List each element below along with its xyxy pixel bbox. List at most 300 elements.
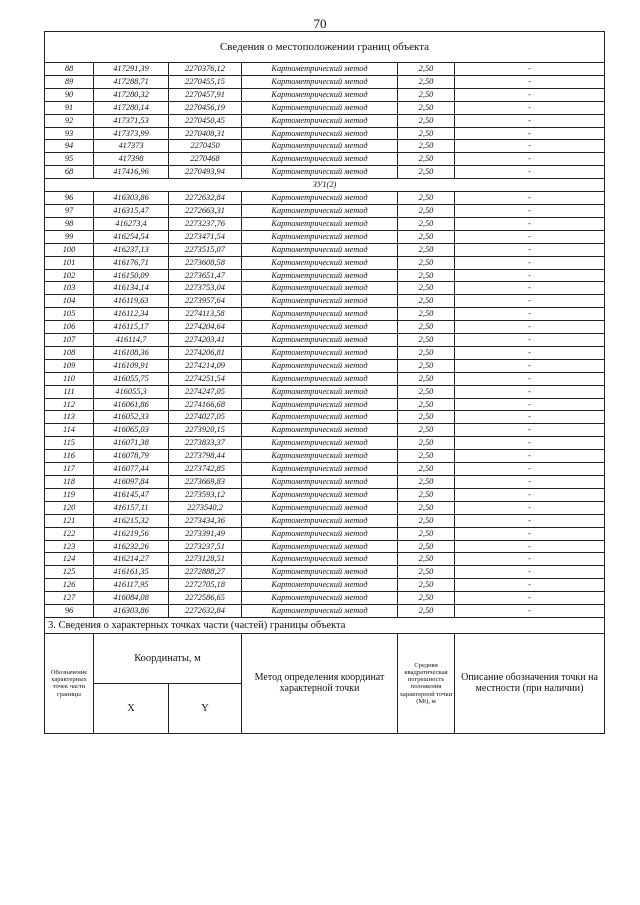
point-number: 117 <box>45 463 94 476</box>
table-row <box>45 346 605 359</box>
accuracy: 2,50 <box>398 269 455 282</box>
method: Картометрический метод <box>242 217 398 230</box>
coord-y: 2273128,51 <box>169 553 242 566</box>
description: - <box>455 192 605 205</box>
header-accuracy: Средняя квадратическая погрешность положения характерной точки (Mt), м <box>398 633 455 733</box>
point-number: 122 <box>45 527 94 540</box>
coord-y: 2274027,05 <box>169 411 242 424</box>
description: - <box>455 372 605 385</box>
description: - <box>455 385 605 398</box>
point-number: 91 <box>45 101 94 114</box>
accuracy: 2,50 <box>398 372 455 385</box>
method: Картометрический метод <box>242 579 398 592</box>
method: Картометрический метод <box>242 385 398 398</box>
description: - <box>455 140 605 153</box>
coord-x: 416112,34 <box>94 308 169 321</box>
coord-y: 2270450 <box>169 140 242 153</box>
accuracy: 2,50 <box>398 540 455 553</box>
description: - <box>455 230 605 243</box>
method: Картометрический метод <box>242 514 398 527</box>
accuracy: 2,50 <box>398 437 455 450</box>
header-point-designation: Обозначение характерных точек части границы <box>45 633 94 733</box>
coord-y: 2270455,15 <box>169 75 242 88</box>
accuracy: 2,50 <box>398 217 455 230</box>
method: Картометрический метод <box>242 88 398 101</box>
description: - <box>455 166 605 179</box>
coord-x: 416214,27 <box>94 553 169 566</box>
table-row <box>45 75 605 88</box>
coord-x: 417280,14 <box>94 101 169 114</box>
table-row <box>45 476 605 489</box>
table-row <box>45 114 605 127</box>
table-row <box>45 488 605 501</box>
table-row <box>45 450 605 463</box>
coord-y: 2270376,12 <box>169 63 242 76</box>
table-row <box>45 579 605 592</box>
description: - <box>455 295 605 308</box>
method: Картометрический метод <box>242 398 398 411</box>
description: - <box>455 101 605 114</box>
table-row <box>45 527 605 540</box>
description: - <box>455 243 605 256</box>
header-row <box>45 633 605 683</box>
coord-y: 2273608,58 <box>169 256 242 269</box>
coord-y: 2273920,15 <box>169 424 242 437</box>
table-row <box>45 192 605 205</box>
coord-y: 2270457,91 <box>169 88 242 101</box>
point-number: 100 <box>45 243 94 256</box>
boundary-table <box>44 31 605 734</box>
accuracy: 2,50 <box>398 359 455 372</box>
coord-x: 416254,54 <box>94 230 169 243</box>
coord-x: 416145,47 <box>94 488 169 501</box>
method: Картометрический метод <box>242 463 398 476</box>
description: - <box>455 553 605 566</box>
description: - <box>455 153 605 166</box>
table-row <box>45 398 605 411</box>
table-row <box>45 282 605 295</box>
accuracy: 2,50 <box>398 63 455 76</box>
header-method: Метод определения координат характерной точки <box>242 633 398 733</box>
method: Картометрический метод <box>242 488 398 501</box>
coord-y: 2270493,94 <box>169 166 242 179</box>
point-number: 68 <box>45 166 94 179</box>
page-number: 70 <box>313 16 327 31</box>
method: Картометрический метод <box>242 308 398 321</box>
coord-x: 416237,13 <box>94 243 169 256</box>
method: Картометрический метод <box>242 476 398 489</box>
point-number: 127 <box>45 592 94 605</box>
point-number: 106 <box>45 321 94 334</box>
accuracy: 2,50 <box>398 476 455 489</box>
description: - <box>455 488 605 501</box>
coord-x: 416071,38 <box>94 437 169 450</box>
point-number: 97 <box>45 204 94 217</box>
accuracy: 2,50 <box>398 424 455 437</box>
table-row <box>45 269 605 282</box>
coord-x: 416176,71 <box>94 256 169 269</box>
point-number: 96 <box>45 605 94 618</box>
coord-x: 416114,7 <box>94 334 169 347</box>
description: - <box>455 540 605 553</box>
accuracy: 2,50 <box>398 592 455 605</box>
description: - <box>455 450 605 463</box>
coord-y: 2273753,04 <box>169 282 242 295</box>
coord-x: 416157,11 <box>94 501 169 514</box>
table-row <box>45 63 605 76</box>
point-number: 113 <box>45 411 94 424</box>
coord-x: 416055,3 <box>94 385 169 398</box>
table-row <box>45 308 605 321</box>
coord-y: 2273515,07 <box>169 243 242 256</box>
description: - <box>455 398 605 411</box>
description: - <box>455 592 605 605</box>
table-row <box>45 566 605 579</box>
header-y: Y <box>169 683 242 733</box>
coord-x: 416109,91 <box>94 359 169 372</box>
accuracy: 2,50 <box>398 398 455 411</box>
coord-x: 417288,71 <box>94 75 169 88</box>
description: - <box>455 411 605 424</box>
point-number: 119 <box>45 488 94 501</box>
coord-y: 2273593,12 <box>169 488 242 501</box>
accuracy: 2,50 <box>398 282 455 295</box>
coord-y: 2272888,27 <box>169 566 242 579</box>
coord-y: 2272663,31 <box>169 204 242 217</box>
method: Картометрический метод <box>242 295 398 308</box>
accuracy: 2,50 <box>398 101 455 114</box>
accuracy: 2,50 <box>398 501 455 514</box>
table-row <box>45 463 605 476</box>
description: - <box>455 88 605 101</box>
coord-y: 2273669,83 <box>169 476 242 489</box>
point-number: 93 <box>45 127 94 140</box>
coord-x: 416078,79 <box>94 450 169 463</box>
coord-x: 416303,86 <box>94 605 169 618</box>
coord-y: 2273742,85 <box>169 463 242 476</box>
accuracy: 2,50 <box>398 88 455 101</box>
coord-x: 417373,99 <box>94 127 169 140</box>
table-row <box>45 540 605 553</box>
description: - <box>455 334 605 347</box>
accuracy: 2,50 <box>398 204 455 217</box>
coord-x: 416315,47 <box>94 204 169 217</box>
method: Картометрический метод <box>242 153 398 166</box>
coord-y: 2274166,68 <box>169 398 242 411</box>
coord-y: 2273651,47 <box>169 269 242 282</box>
point-number: 89 <box>45 75 94 88</box>
table-row <box>45 411 605 424</box>
table-row <box>45 321 605 334</box>
point-number: 92 <box>45 114 94 127</box>
table-row <box>45 88 605 101</box>
coord-y: 2272705,18 <box>169 579 242 592</box>
point-number: 111 <box>45 385 94 398</box>
accuracy: 2,50 <box>398 243 455 256</box>
point-number: 103 <box>45 282 94 295</box>
point-number: 94 <box>45 140 94 153</box>
point-number: 96 <box>45 192 94 205</box>
table-row <box>45 359 605 372</box>
point-number: 120 <box>45 501 94 514</box>
accuracy: 2,50 <box>398 411 455 424</box>
description: - <box>455 437 605 450</box>
accuracy: 2,50 <box>398 127 455 140</box>
header-coordinates: Координаты, м <box>94 633 242 683</box>
table-row <box>45 385 605 398</box>
accuracy: 2,50 <box>398 256 455 269</box>
table-row <box>45 424 605 437</box>
description: - <box>455 321 605 334</box>
point-number: 121 <box>45 514 94 527</box>
coord-y: 2274204,64 <box>169 321 242 334</box>
coord-x: 416052,33 <box>94 411 169 424</box>
coord-x: 416108,36 <box>94 346 169 359</box>
coord-y: 2274214,09 <box>169 359 242 372</box>
method: Картометрический метод <box>242 166 398 179</box>
point-number: 123 <box>45 540 94 553</box>
point-number: 125 <box>45 566 94 579</box>
header-description: Описание обозначения точки на местности (при наличии) <box>455 633 605 733</box>
point-number: 114 <box>45 424 94 437</box>
description: - <box>455 527 605 540</box>
description: - <box>455 127 605 140</box>
table-row <box>45 437 605 450</box>
description: - <box>455 75 605 88</box>
accuracy: 2,50 <box>398 230 455 243</box>
description: - <box>455 269 605 282</box>
coord-y: 2274247,05 <box>169 385 242 398</box>
point-number: 116 <box>45 450 94 463</box>
point-number: 108 <box>45 346 94 359</box>
table-row <box>45 256 605 269</box>
table-row <box>45 243 605 256</box>
table-row <box>45 101 605 114</box>
coord-x: 416303,86 <box>94 192 169 205</box>
table-row <box>45 334 605 347</box>
description: - <box>455 463 605 476</box>
coord-y: 2270408,31 <box>169 127 242 140</box>
description: - <box>455 476 605 489</box>
accuracy: 2,50 <box>398 566 455 579</box>
method: Картометрический метод <box>242 411 398 424</box>
accuracy: 2,50 <box>398 334 455 347</box>
method: Картометрический метод <box>242 334 398 347</box>
table-row <box>45 372 605 385</box>
method: Картометрический метод <box>242 269 398 282</box>
method: Картометрический метод <box>242 592 398 605</box>
point-number: 90 <box>45 88 94 101</box>
method: Картометрический метод <box>242 359 398 372</box>
coord-x: 416065,03 <box>94 424 169 437</box>
point-number: 88 <box>45 63 94 76</box>
method: Картометрический метод <box>242 230 398 243</box>
coord-x: 417416,96 <box>94 166 169 179</box>
coord-x: 417371,53 <box>94 114 169 127</box>
method: Картометрический метод <box>242 540 398 553</box>
coord-y: 2272586,65 <box>169 592 242 605</box>
coord-x: 416232,26 <box>94 540 169 553</box>
point-number: 126 <box>45 579 94 592</box>
table-row <box>45 501 605 514</box>
accuracy: 2,50 <box>398 295 455 308</box>
coord-y: 2274113,58 <box>169 308 242 321</box>
table-row <box>45 592 605 605</box>
method: Картометрический метод <box>242 553 398 566</box>
description: - <box>455 579 605 592</box>
method: Картометрический метод <box>242 321 398 334</box>
description: - <box>455 514 605 527</box>
point-number: 112 <box>45 398 94 411</box>
accuracy: 2,50 <box>398 308 455 321</box>
method: Картометрический метод <box>242 501 398 514</box>
coord-x: 417291,39 <box>94 63 169 76</box>
coord-y: 2273391,49 <box>169 527 242 540</box>
accuracy: 2,50 <box>398 114 455 127</box>
point-number: 115 <box>45 437 94 450</box>
table-row <box>45 230 605 243</box>
table-row <box>45 295 605 308</box>
description: - <box>455 114 605 127</box>
coord-y: 2273434,36 <box>169 514 242 527</box>
coord-y: 2273540,2 <box>169 501 242 514</box>
point-number: 98 <box>45 217 94 230</box>
coord-x: 416084,08 <box>94 592 169 605</box>
coord-x: 416134,14 <box>94 282 169 295</box>
method: Картометрический метод <box>242 192 398 205</box>
coord-y: 2274251,54 <box>169 372 242 385</box>
accuracy: 2,50 <box>398 450 455 463</box>
method: Картометрический метод <box>242 63 398 76</box>
method: Картометрический метод <box>242 346 398 359</box>
table-row <box>45 204 605 217</box>
coord-x: 416119,63 <box>94 295 169 308</box>
point-number: 107 <box>45 334 94 347</box>
accuracy: 2,50 <box>398 192 455 205</box>
coord-y: 2272632,84 <box>169 605 242 618</box>
section3-row <box>45 617 605 633</box>
point-number: 102 <box>45 269 94 282</box>
coord-x: 417373 <box>94 140 169 153</box>
coord-x: 416097,84 <box>94 476 169 489</box>
coord-y: 2270456,19 <box>169 101 242 114</box>
accuracy: 2,50 <box>398 385 455 398</box>
coord-x: 416273,4 <box>94 217 169 230</box>
method: Картометрический метод <box>242 243 398 256</box>
point-number: 95 <box>45 153 94 166</box>
description: - <box>455 63 605 76</box>
coord-y: 2273237,51 <box>169 540 242 553</box>
point-number: 118 <box>45 476 94 489</box>
coord-x: 416219,56 <box>94 527 169 540</box>
accuracy: 2,50 <box>398 463 455 476</box>
coord-x: 416215,32 <box>94 514 169 527</box>
method: Картометрический метод <box>242 75 398 88</box>
coord-x: 416061,86 <box>94 398 169 411</box>
table-title-row <box>45 32 605 63</box>
coord-y: 2273833,37 <box>169 437 242 450</box>
coord-x: 416077,44 <box>94 463 169 476</box>
coord-y: 2274203,41 <box>169 334 242 347</box>
point-number: 110 <box>45 372 94 385</box>
point-number: 104 <box>45 295 94 308</box>
method: Картометрический метод <box>242 605 398 618</box>
accuracy: 2,50 <box>398 140 455 153</box>
accuracy: 2,50 <box>398 75 455 88</box>
table-row <box>45 217 605 230</box>
section-row <box>45 179 605 192</box>
coord-y: 2274206,81 <box>169 346 242 359</box>
point-number: 124 <box>45 553 94 566</box>
coord-y: 2273798,44 <box>169 450 242 463</box>
table-row <box>45 140 605 153</box>
table-row <box>45 153 605 166</box>
description: - <box>455 256 605 269</box>
coord-x: 416150,09 <box>94 269 169 282</box>
method: Картометрический метод <box>242 140 398 153</box>
coord-y: 2270468 <box>169 153 242 166</box>
table-row <box>45 127 605 140</box>
description: - <box>455 346 605 359</box>
coord-x: 416115,17 <box>94 321 169 334</box>
coord-x: 417398 <box>94 153 169 166</box>
section-label: ЗУ1(2) <box>45 179 605 192</box>
accuracy: 2,50 <box>398 579 455 592</box>
coord-y: 2273237,76 <box>169 217 242 230</box>
coord-y: 2270450,45 <box>169 114 242 127</box>
method: Картометрический метод <box>242 527 398 540</box>
coord-x: 416055,75 <box>94 372 169 385</box>
coord-x: 416161,35 <box>94 566 169 579</box>
description: - <box>455 308 605 321</box>
method: Картометрический метод <box>242 101 398 114</box>
description: - <box>455 501 605 514</box>
point-number: 99 <box>45 230 94 243</box>
point-number: 109 <box>45 359 94 372</box>
table-title: Сведения о местоположении границ объекта <box>45 32 605 63</box>
accuracy: 2,50 <box>398 605 455 618</box>
table-row <box>45 514 605 527</box>
method: Картометрический метод <box>242 566 398 579</box>
method: Картометрический метод <box>242 450 398 463</box>
header-x: X <box>94 683 169 733</box>
coord-y: 2273471,54 <box>169 230 242 243</box>
method: Картометрический метод <box>242 282 398 295</box>
section3-title: 3. Сведения о характерных точках части (частей) границы объекта <box>45 617 605 633</box>
accuracy: 2,50 <box>398 527 455 540</box>
description: - <box>455 282 605 295</box>
point-number: 105 <box>45 308 94 321</box>
method: Картометрический метод <box>242 437 398 450</box>
coord-x: 417280,32 <box>94 88 169 101</box>
accuracy: 2,50 <box>398 321 455 334</box>
accuracy: 2,50 <box>398 514 455 527</box>
description: - <box>455 424 605 437</box>
method: Картометрический метод <box>242 204 398 217</box>
method: Картометрический метод <box>242 424 398 437</box>
coord-y: 2272632,84 <box>169 192 242 205</box>
table-row <box>45 166 605 179</box>
accuracy: 2,50 <box>398 153 455 166</box>
table-row <box>45 553 605 566</box>
method: Картометрический метод <box>242 256 398 269</box>
coord-y: 2273957,64 <box>169 295 242 308</box>
description: - <box>455 359 605 372</box>
method: Картометрический метод <box>242 127 398 140</box>
accuracy: 2,50 <box>398 346 455 359</box>
accuracy: 2,50 <box>398 488 455 501</box>
description: - <box>455 204 605 217</box>
